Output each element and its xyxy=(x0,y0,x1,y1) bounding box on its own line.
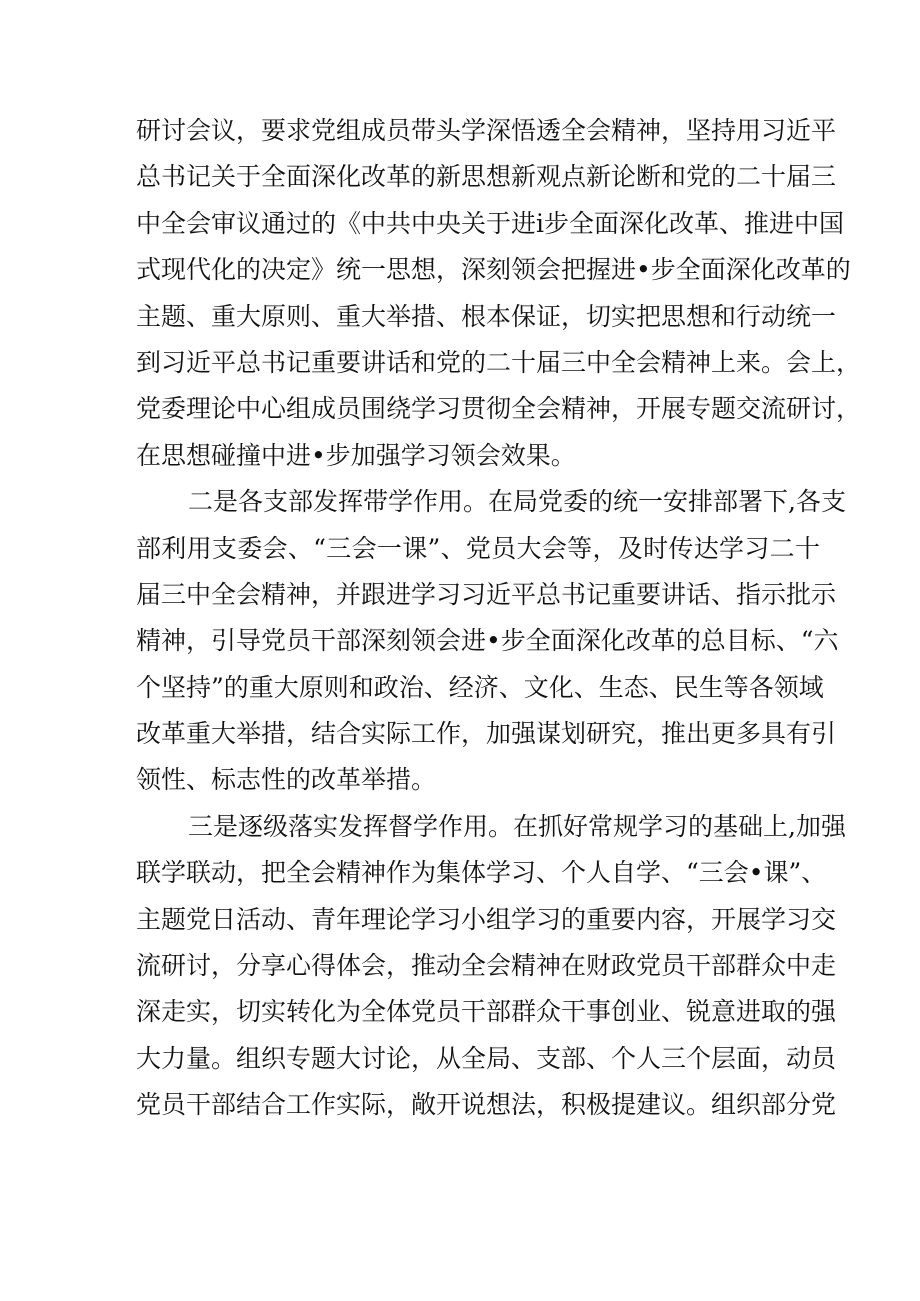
text-line: 三是逐级落实发挥督学作用。在抓好常规学习的基础上,加强 xyxy=(188,811,846,841)
text-line: 联学联动，把全会精神作为集体学习、个人自学、“三会•课”、 xyxy=(136,858,827,888)
document-body xyxy=(136,108,862,1129)
text-line: 到习近平总书记重要讲话和党的二十届三中全会精神上来。会上， xyxy=(136,347,862,377)
text-line: 式现代化的决定》统一思想，深刻领会把握进•步全面深化改革的 xyxy=(136,255,851,285)
text-line: 研讨会议，要求党组成员带头学深悟透全会精神，坚持用习近平 xyxy=(136,116,837,145)
text-line: 主题、重大原则、重大举措、根本保证，切实把思想和行动统一 xyxy=(136,301,837,331)
text-line: 部利用支委会、“三会一课”、党员大会等，及时传达学习二十 xyxy=(136,533,820,563)
text-line: 党员干部结合工作实际，敞开说想法，积极提建议。组织部分党 xyxy=(136,1090,837,1120)
text-line: 深走实，切实转化为全体党员干部群众干事创业、锐意进取的强 xyxy=(136,997,837,1027)
text-line: 总书记关于全面深化改革的新思想新观点新论断和党的二十届三 xyxy=(136,162,837,192)
text-line: 中全会审议通过的《中共中央关于进i步全面深化改革、推进中国 xyxy=(136,208,844,238)
text-line: 届三中全会精神，并跟进学习习近平总书记重要讲话、指示批示 xyxy=(136,579,837,609)
text-line: 主题党日活动、青年理论学习小组学习的重要内容，开展学习交 xyxy=(136,904,837,934)
text-line: 流研讨，分享心得体会，推动全会精神在财政党员干部群众中走 xyxy=(136,951,837,981)
paragraph-p2 xyxy=(136,479,846,804)
paragraph-p3 xyxy=(136,804,846,1129)
text-line: 领性、标志性的改革举措。 xyxy=(136,765,437,795)
text-line: 改革重大举措，结合实际工作，加强谋划研究，推出更多具有引 xyxy=(136,719,837,749)
paragraph-p1 xyxy=(136,108,862,479)
text-line: 在思想碰撞中进•步加强学习领会效果。 xyxy=(136,440,576,470)
text-line: 精神，引导党员干部深刻领会进•步全面深化改革的总目标、“六 xyxy=(136,626,839,656)
text-line: 二是各支部发挥带学作用。在局党委的统一安排部署下,各支 xyxy=(188,487,846,517)
text-line: 大力量。组织专题大讨论，从全局、支部、个人三个层面，动员 xyxy=(136,1043,837,1073)
text-line: 个坚持”的重大原则和政治、经济、文化、生态、民生等各领域 xyxy=(136,672,824,702)
text-line: 党委理论中心组成员围绕学习贯彻全会精神，开展专题交流研讨， xyxy=(136,394,862,424)
